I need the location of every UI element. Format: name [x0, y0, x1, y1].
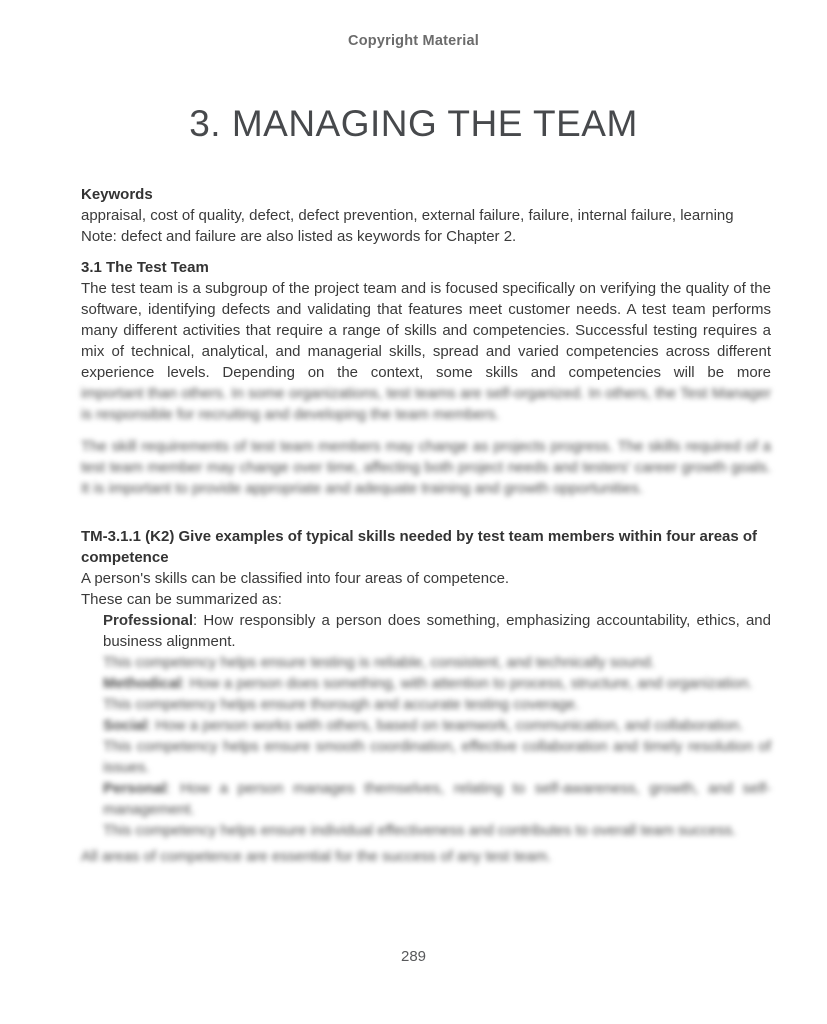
section-paragraph-2-blurred: The skill requirements of test team members may change as projects progress. The skills required of a test team member may change over time, affecting both project needs and testers' career growth goals. It is important to provide appropriate and adequate training and growth opportunities. [81, 438, 771, 497]
closing-statement-blurred: All areas of competence are essential for the success of any test team. [81, 848, 552, 865]
competence-definition-blurred [103, 778, 771, 820]
competence-detail-blurred: This competency helps ensure thorough and accurate testing coverage. [103, 696, 580, 713]
section-paragraph-1-blurred: important than others. In some organizations, test teams are self-organized. In others, the Test Manager is responsible for recruiting and developing the team members. [81, 385, 771, 423]
page-number: 289 [400, 948, 427, 965]
competence-detail-blurred: This competency helps ensure smooth coordination, effective collaboration and timely resolution of issues. [103, 738, 771, 776]
copyright-notice: Copyright Material [348, 33, 479, 49]
competence-term: Personal [103, 780, 167, 797]
keywords-list: appraisal, cost of quality, defect, defect prevention, external failure, failure, internal failure, learning [81, 207, 734, 224]
learning-objective-heading: TM-3.1.1 (K2) Give examples of typical skills needed by test team members within four areas of competence [81, 528, 758, 566]
competence-item-personal [103, 778, 771, 841]
competence-list [81, 610, 771, 841]
page-content [81, 184, 771, 867]
section-heading: 3.1 The Test Team [81, 259, 209, 276]
section-paragraph-1-sharp: The test team is a subgroup of the project team and is focused specifically on verifying the quality of the software, identifying defects and validating that features meet customer needs. A test team performs many different activities that require a range of skills and competencies. Successful testing requires a mix of technical, analytical, and managerial skills, spread and varied competencies across different experience levels. Depending on the context, some skills and competencies will be more [81, 280, 771, 381]
competence-term: Professional [103, 612, 194, 629]
competence-item-social [103, 715, 771, 778]
competence-detail-blurred: This competency helps ensure individual effectiveness and contributes to overall team success. [103, 822, 737, 839]
competence-definition-text: : How responsibly a person does something, emphasizing accountability, ethics, and business alignment. [103, 612, 771, 650]
competence-term: Social [103, 717, 148, 734]
objective-intro-line-2: These can be summarized as: [81, 591, 282, 608]
competence-definition [103, 610, 771, 652]
competence-detail-blurred: This competency helps ensure testing is reliable, consistent, and technically sound. [103, 654, 655, 671]
competence-definition-blurred [103, 715, 771, 736]
competence-definition-text: : How a person works with others, based on teamwork, communication, and collaboration. [147, 717, 744, 734]
chapter-title: 3. MANAGING THE TEAM [189, 103, 638, 144]
competence-definition-text: : How a person does something, with attention to process, structure, and organization. [181, 675, 753, 692]
competence-term: Methodical [103, 675, 182, 692]
keywords-heading: Keywords [81, 186, 153, 203]
objective-intro-line-1: A person's skills can be classified into four areas of competence. [81, 570, 510, 587]
competence-definition-text: : How a person manages themselves, relating to self-awareness, growth, and self-management. [103, 780, 771, 818]
keywords-note: Note: defect and failure are also listed as keywords for Chapter 2. [81, 228, 517, 245]
competence-item-professional [103, 610, 771, 673]
competence-item-methodical [103, 673, 771, 715]
competence-definition-blurred [103, 673, 771, 694]
